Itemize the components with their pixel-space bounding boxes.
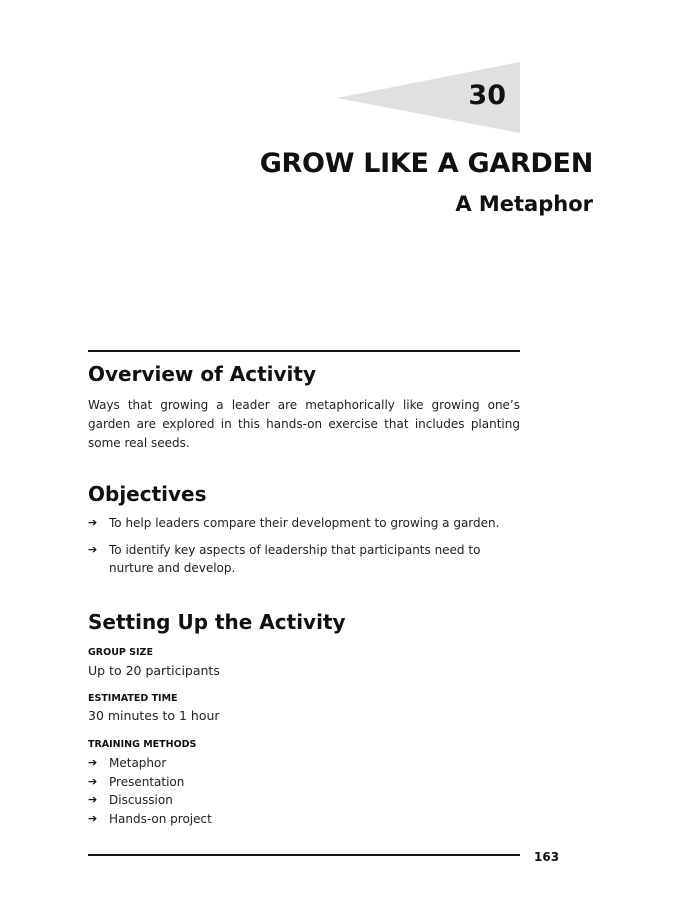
page-number: 163 [534, 850, 560, 864]
group-size-value: Up to 20 participants [88, 663, 220, 678]
method-text: Hands-on project [109, 811, 212, 826]
chapter-badge [337, 62, 520, 133]
arrow-icon: ➔ [88, 793, 98, 806]
page-title: GROW LIKE A GARDEN [259, 148, 593, 179]
bottom-divider [88, 854, 520, 856]
objective-text: To identify key aspects of leadership that participants need to nurture and develop. [109, 542, 481, 575]
arrow-icon: ➔ [88, 811, 98, 825]
objective-item [88, 514, 508, 533]
method-item [88, 754, 508, 773]
overview-text: Ways that growing a leader are metaphorically like growing one’s garden are explored in this hands-on exercise that includes planting some real seeds. [88, 398, 520, 450]
arrow-icon: ➔ [88, 774, 98, 788]
arrow-icon: ➔ [88, 756, 98, 769]
objective-item [88, 541, 508, 578]
objective-text: To help leaders compare their development to growing a garden. [109, 516, 500, 530]
method-item [88, 810, 508, 829]
objectives-list [88, 514, 508, 578]
setup-heading: Setting Up the Activity [88, 610, 346, 634]
method-text: Metaphor [109, 756, 167, 770]
overview-heading: Overview of Activity [88, 362, 317, 386]
group-size-label: GROUP SIZE [88, 647, 153, 658]
arrow-icon: ➔ [88, 516, 98, 529]
training-methods-list [88, 754, 508, 828]
objectives-heading: Objectives [88, 482, 207, 506]
chapter-number: 30 [468, 80, 506, 111]
method-text: Presentation [109, 774, 185, 789]
estimated-time-label: ESTIMATED TIME [88, 693, 178, 704]
page-subtitle: A Metaphor [455, 192, 593, 216]
arrow-icon: ➔ [88, 542, 98, 556]
training-methods-label: TRAINING METHODS [88, 739, 197, 750]
method-text: Discussion [109, 793, 173, 807]
estimated-time-value: 30 minutes to 1 hour [88, 708, 220, 723]
method-item [88, 791, 508, 810]
method-item [88, 773, 508, 792]
top-divider [88, 350, 520, 352]
